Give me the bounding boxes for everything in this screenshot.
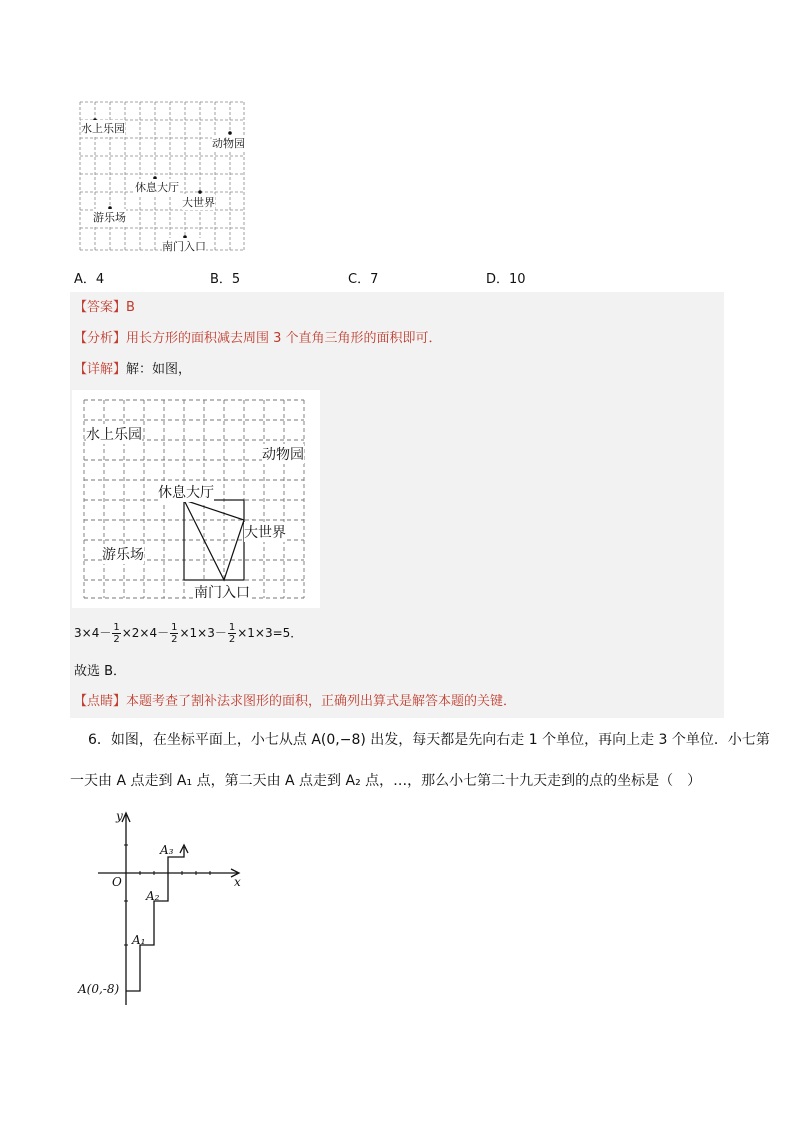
x-axis-label: x — [234, 875, 241, 889]
option-c: C．7 — [348, 272, 379, 287]
analysis-tag: 【分析】 — [74, 331, 127, 346]
map-large-label-south-gate: 南门入口 — [194, 582, 250, 602]
point-a3-label: A₃ — [160, 843, 174, 857]
map-small-label-big-world: 大世界 — [182, 196, 215, 209]
question-6-line-1: 6．如图，在坐标平面上，小七从点 A(0,−8) 出发，每天都是先向右走 1 个单位，再向上走 3 个单位．小七第 — [88, 732, 770, 748]
fraction-half-3: $\frac{1}{2}$ — [228, 622, 236, 645]
conclusion-line: 故选 B． — [74, 664, 127, 679]
map-small-label-zoo: 动物园 — [212, 137, 245, 150]
answer-tag: 【答案】 — [74, 300, 127, 315]
map-figure-large — [72, 390, 320, 608]
map-small-label-playground: 游乐场 — [93, 211, 126, 224]
point-a2-label: A₂ — [146, 889, 160, 903]
option-b: B．5 — [210, 272, 241, 287]
comment-text: 本题考查了割补法求图形的面积，正确列出算式是解答本题的关键． — [126, 694, 517, 709]
area-formula: 3×4－ $\frac{1}{2}$ ×2×4－ $\frac{1}{2}$ ×1×3－ $\frac{1}{2}$ ×1×3=5． — [74, 622, 303, 645]
origin-label: O — [112, 875, 122, 889]
map-small-label-water-park: 水上乐园 — [81, 122, 125, 135]
point-a-start-label: A(0,-8) — [78, 982, 120, 996]
answer-line — [74, 298, 135, 318]
comment-tag: 【点睛】 — [74, 694, 127, 709]
fraction-half-1: $\frac{1}{2}$ — [113, 622, 120, 645]
y-axis-label: y — [116, 809, 123, 823]
detail-line — [74, 360, 191, 380]
map-large-label-water-park: 水上乐园 — [86, 424, 142, 444]
map-figure-small — [78, 100, 248, 256]
option-d: D．10 — [486, 272, 526, 287]
fraction-half-2: $\frac{1}{2}$ — [171, 622, 178, 645]
staircase-coordinate-figure — [76, 805, 256, 1010]
question-6-line-2: 一天由 A 点走到 A₁ 点，第二天由 A 点走到 A₂ 点，…，那么小七第二十九天走到的点的坐标是（ ） — [70, 773, 702, 789]
map-large-label-playground: 游乐场 — [102, 544, 144, 564]
map-small-label-rest-hall: 休息大厅 — [135, 181, 179, 194]
detail-tag: 【详解】 — [74, 362, 127, 377]
option-a: A．4 — [74, 272, 105, 287]
point-a1-label: A₁ — [132, 933, 146, 947]
answer-value: B — [126, 300, 135, 315]
map-large-label-rest-hall: 休息大厅 — [158, 482, 214, 502]
analysis-text: 用长方形的面积减去周围 3 个直角三角形的面积即可． — [126, 331, 442, 346]
detail-text: 解：如图， — [126, 362, 192, 377]
comment-line — [74, 692, 516, 712]
analysis-line — [74, 329, 442, 349]
map-small-label-south-gate: 南门入口 — [162, 240, 206, 253]
map-large-label-zoo: 动物园 — [262, 444, 304, 464]
map-large-label-big-world: 大世界 — [244, 522, 286, 542]
